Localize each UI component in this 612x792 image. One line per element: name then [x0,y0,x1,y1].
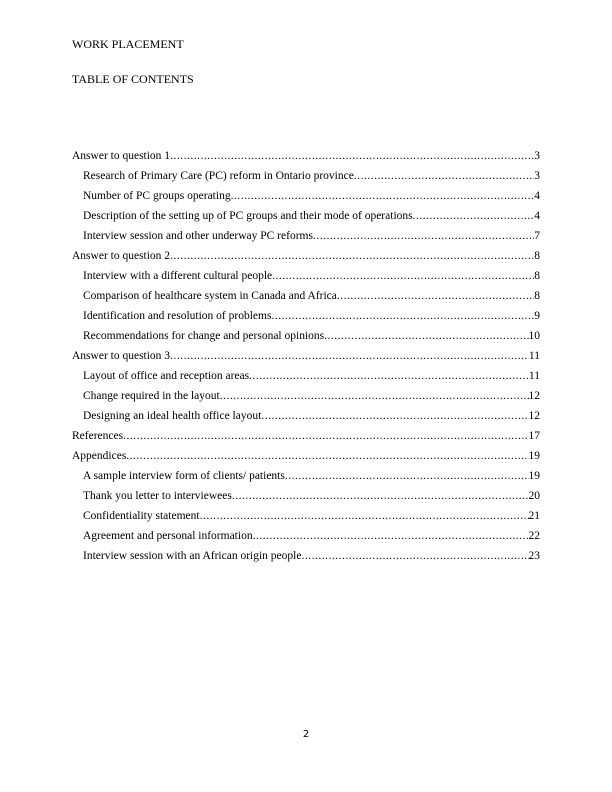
toc-entry-title: Answer to question 1 [72,150,171,162]
running-head: WORK PLACEMENT [72,37,184,51]
toc-dot-leader [313,229,534,243]
toc-dot-leader [272,269,534,283]
toc-entry[interactable] [72,189,540,209]
toc-dot-leader [249,369,529,383]
toc-entry-title: A sample interview form of clients/ patients [83,470,285,482]
toc-entry[interactable] [72,229,540,249]
toc-entry-title: Designing an ideal health office layout [83,410,262,422]
toc-entry[interactable] [72,529,540,549]
toc-entry[interactable] [72,209,540,229]
toc-entry[interactable] [72,309,540,329]
toc-entry-page-number: 21 [528,510,540,522]
toc-dot-leader [126,449,528,463]
toc-entry-title: Thank you letter to interviewees [83,490,232,502]
toc-entry-page-number: 23 [528,550,540,562]
table-of-contents [72,149,540,569]
toc-entry-title: Comparison of healthcare system in Canada and Africa [83,290,337,302]
toc-entry[interactable] [72,409,540,429]
toc-entry-page-number: 11 [528,370,540,382]
toc-dot-leader [261,409,528,423]
toc-dot-leader [337,289,534,303]
toc-dot-leader [220,389,529,403]
toc-entry-page-number: 8 [534,250,540,262]
toc-entry[interactable] [72,429,540,449]
toc-entry-title: Identification and resolution of problems [83,310,272,322]
toc-entry[interactable] [72,509,540,529]
toc-entry-title: Change required in the layout [83,390,220,402]
toc-entry[interactable] [72,369,540,389]
toc-dot-leader [200,509,529,523]
toc-entry-page-number: 3 [534,170,540,182]
toc-entry[interactable] [72,249,540,269]
toc-entry-page-number: 12 [528,390,540,402]
toc-dot-leader [170,349,529,363]
toc-entry[interactable] [72,149,540,169]
toc-heading: TABLE OF CONTENTS [72,72,194,86]
toc-dot-leader [354,169,534,183]
toc-entry-title: Interview with a different cultural people [83,270,273,282]
toc-dot-leader [170,249,534,263]
toc-entry-title: Confidentiality statement [83,510,200,522]
toc-entry-page-number: 19 [528,470,540,482]
toc-entry-page-number: 11 [528,350,540,362]
toc-entry-title: Research of Primary Care (PC) reform in Ontario province [83,170,354,182]
toc-entry-title: Description of the setting up of PC groups and their mode of operations [83,210,413,222]
toc-entry-title: Interview session and other underway PC reforms [83,230,313,242]
toc-entry[interactable] [72,389,540,409]
toc-dot-leader [285,469,529,483]
toc-entry-page-number: 19 [528,450,540,462]
toc-entry[interactable] [72,349,540,369]
toc-dot-leader [324,329,528,343]
toc-dot-leader [170,149,534,163]
toc-entry[interactable] [72,449,540,469]
toc-entry-title: Number of PC groups operating [83,190,231,202]
toc-entry[interactable] [72,289,540,309]
toc-entry-title: Layout of office and reception areas [83,370,250,382]
toc-entry[interactable] [72,469,540,489]
toc-entry-page-number: 4 [534,190,540,202]
toc-entry-title: Answer to question 2 [72,250,171,262]
toc-entry[interactable] [72,269,540,289]
toc-entry[interactable] [72,169,540,189]
toc-dot-leader [271,309,534,323]
toc-entry-page-number: 22 [528,530,540,542]
toc-entry-title: Answer to question 3 [72,350,171,362]
toc-entry-page-number: 4 [534,210,540,222]
toc-entry-page-number: 8 [534,290,540,302]
toc-entry-page-number: 8 [534,270,540,282]
toc-dot-leader [301,549,528,563]
toc-entry-title: References [72,430,124,442]
toc-entry[interactable] [72,489,540,509]
toc-entry-page-number: 10 [528,330,540,342]
toc-dot-leader [253,529,529,543]
toc-entry-title: Agreement and personal information [83,530,253,542]
toc-entry-page-number: 9 [534,310,540,322]
toc-entry[interactable] [72,329,540,349]
toc-entry-page-number: 3 [534,150,540,162]
toc-entry-title: Recommendations for change and personal opinions [83,330,325,342]
toc-entry-page-number: 20 [528,490,540,502]
toc-entry-page-number: 12 [528,410,540,422]
toc-entry-page-number: 7 [534,230,540,242]
toc-dot-leader [232,489,529,503]
toc-entry-title: Interview session with an African origin people [83,550,302,562]
toc-dot-leader [123,429,528,443]
toc-dot-leader [231,189,535,203]
toc-entry-page-number: 17 [528,430,540,442]
toc-entry-title: Appendices [72,450,127,462]
toc-entry[interactable] [72,549,540,569]
page-number: 2 [302,729,310,740]
toc-dot-leader [413,209,535,223]
